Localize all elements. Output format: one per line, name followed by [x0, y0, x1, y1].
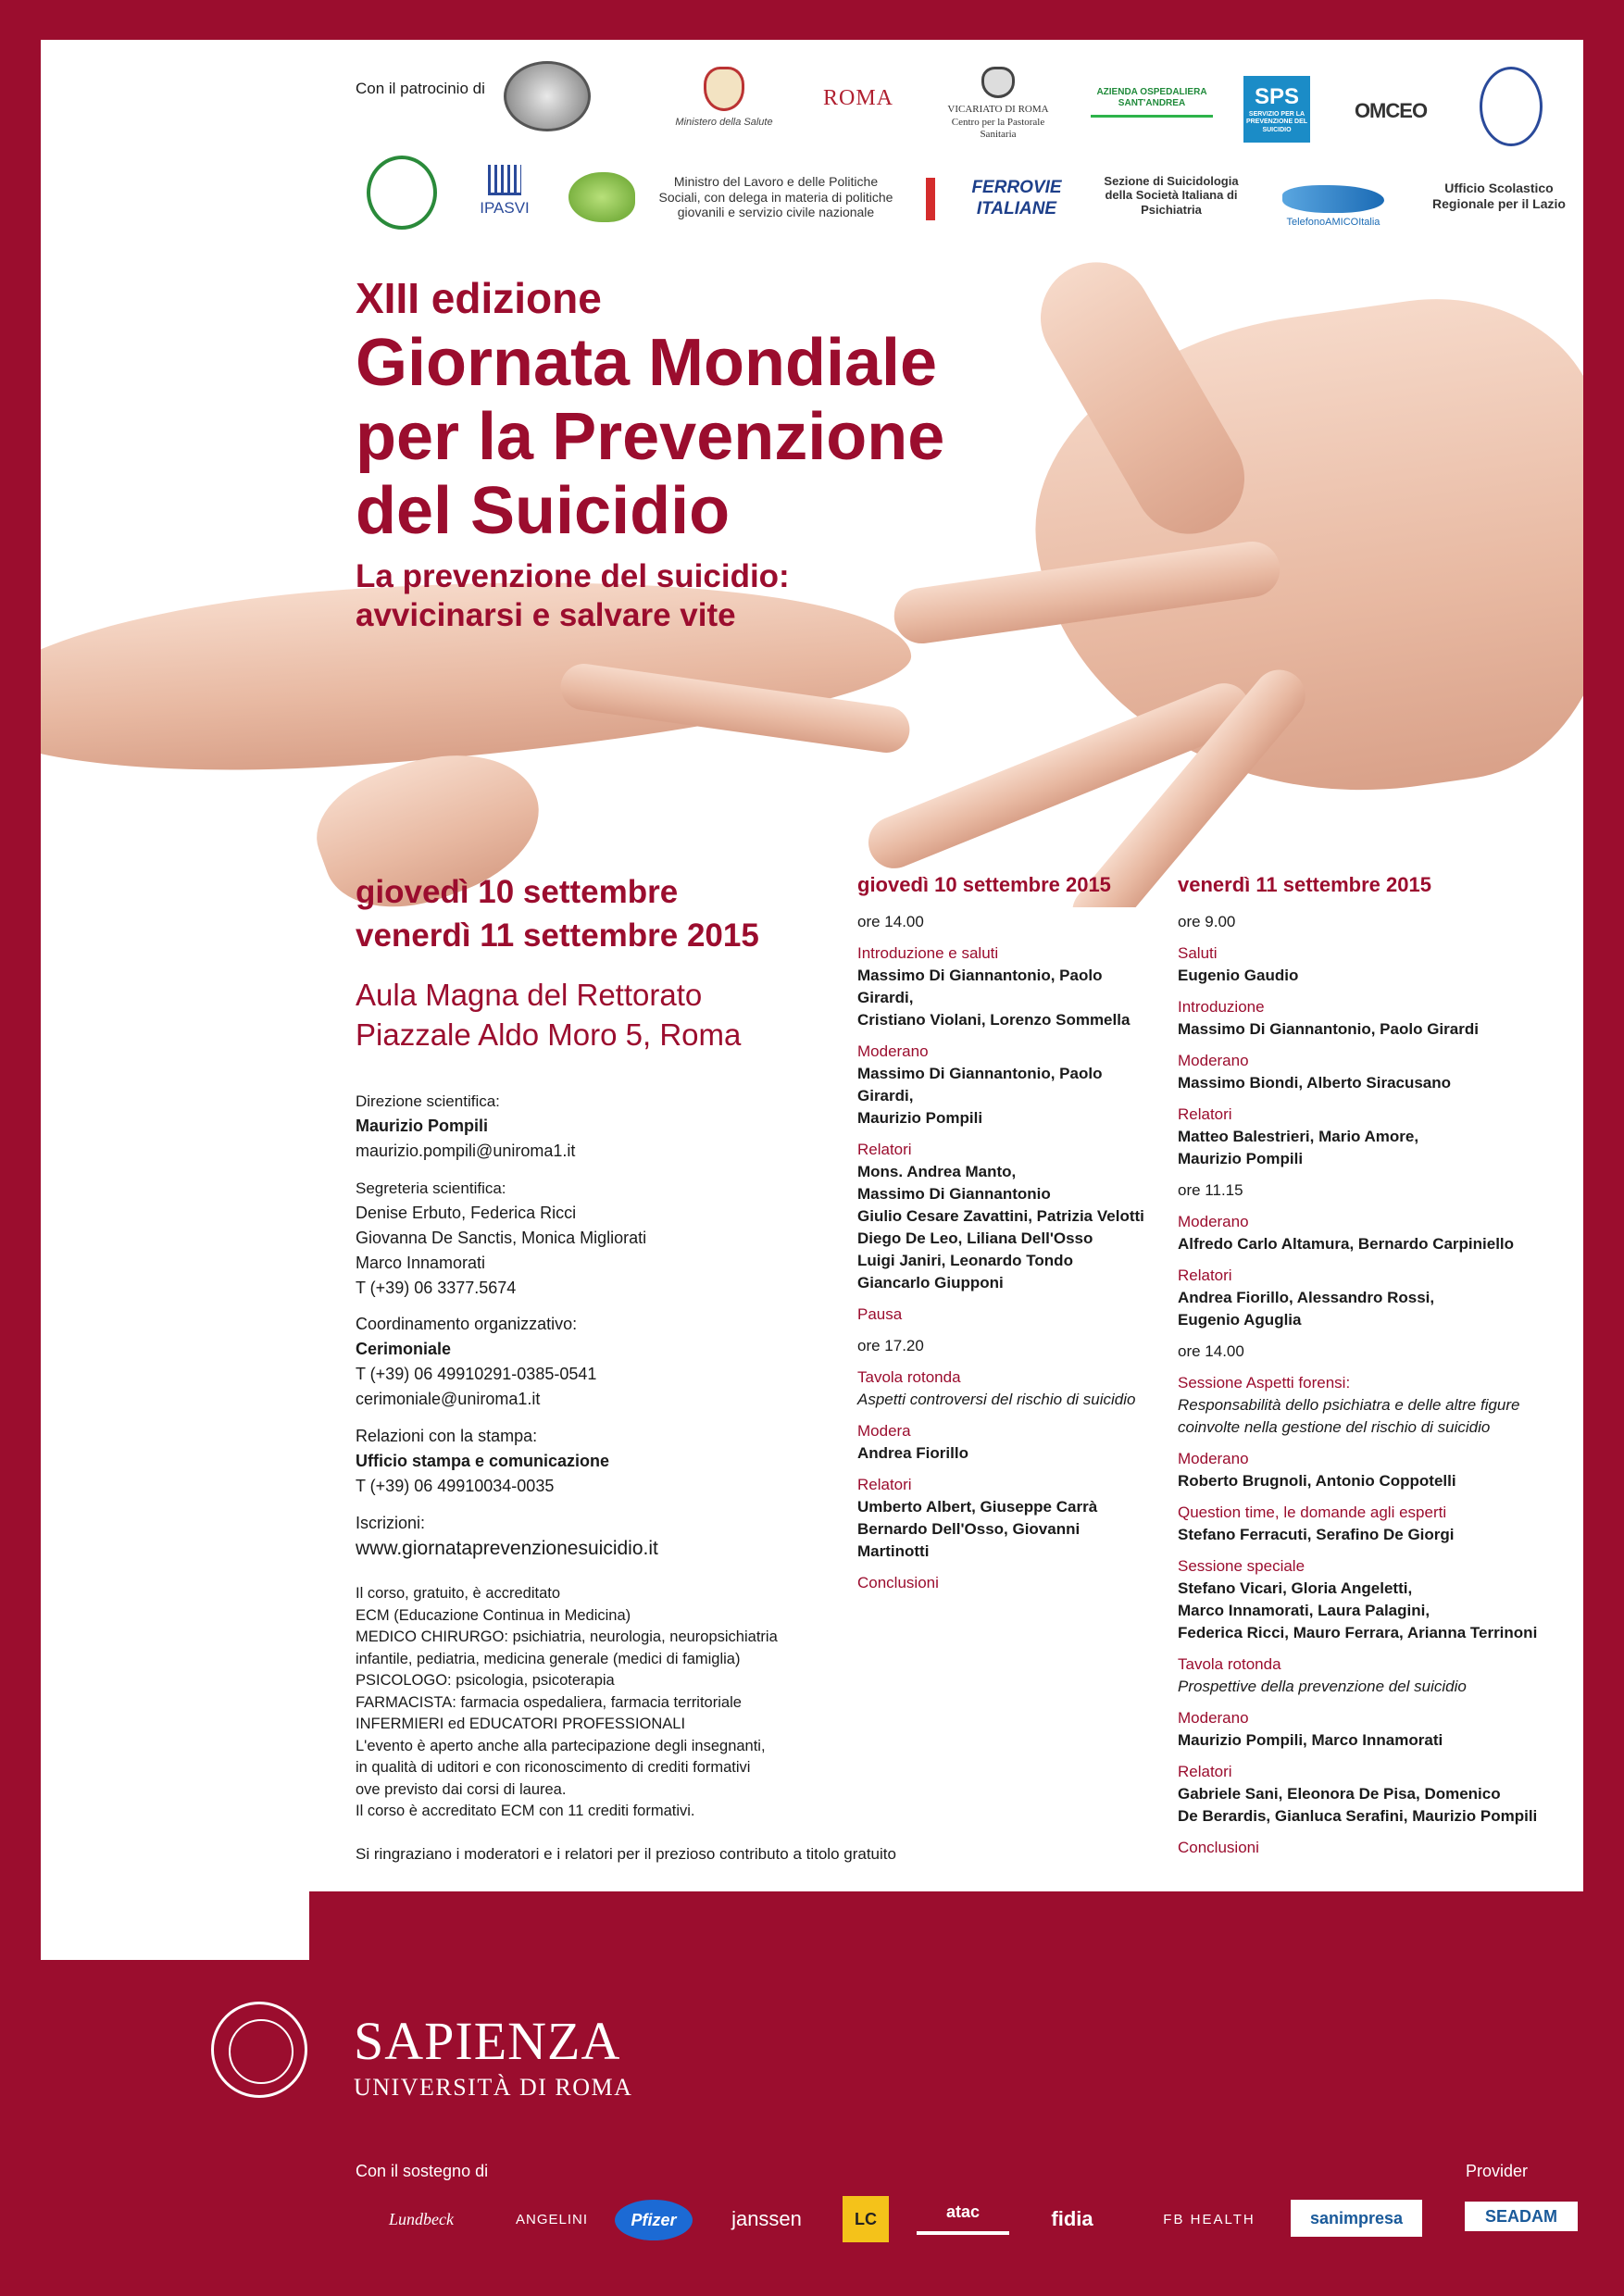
sponsor-angelini-logo: ANGELINI	[515, 2211, 589, 2227]
edition-title: XIII edizione	[356, 274, 602, 322]
program-names: Gabriele Sani, Eleonora De Pisa, Domenico	[1178, 1785, 1501, 1803]
program-names: Roberto Brugnoli, Antonio Coppotelli	[1178, 1472, 1456, 1490]
sezione-suicidologia-text: Sezione di Suicidologia della Società Italiana di Psichiatria	[1104, 173, 1239, 217]
segreteria-block: Segreteria scientifica: Denise Erbuto, Federica Ricci Giovanna De Sanctis, Monica Migliorati Marco Innamorati T (+39) 06 3377.5674	[356, 1179, 647, 1297]
program-names: Diego De Leo, Liliana Dell'Osso	[857, 1229, 1093, 1247]
sostegno-label: Con il sostegno di	[356, 2162, 489, 2180]
program-label: Moderano	[1178, 1052, 1249, 1069]
ecm-line: PSICOLOGO: psicologia, psicoterapia	[356, 1672, 615, 1689]
provider-label: Provider	[1466, 2162, 1529, 2180]
program-label: Moderano	[1178, 1709, 1249, 1727]
program-names: Marco Innamorati, Laura Palagini,	[1178, 1602, 1430, 1619]
ipasvi-logo: IPASVI	[472, 156, 537, 228]
program-label: Moderano	[1178, 1213, 1249, 1230]
program-names: Matteo Balestrieri, Mario Amore,	[1178, 1128, 1419, 1145]
ecm-line: INFERMIERI ed EDUCATORI PROFESSIONALI	[356, 1716, 686, 1732]
program-names: De Berardis, Gianluca Serafini, Maurizio Pompili	[1178, 1807, 1538, 1825]
day1-items	[857, 911, 1154, 1594]
sponsor-atac-logo: atac	[917, 2192, 1009, 2235]
sponsor-lc-logo: LC	[843, 2196, 889, 2242]
subtitle: La prevenzione del suicidio: avvicinarsi e salvare vite	[356, 558, 790, 633]
day2-heading: venerdì 11 settembre 2015	[1178, 873, 1431, 896]
coordinamento-block: Coordinamento organizzativo: Cerimoniale T (+39) 06 49910291-0385-0541 cerimoniale@uniroma1.it	[356, 1312, 596, 1412]
sponsor-janssen-logo: janssen	[731, 2207, 802, 2230]
program-label: Relatori	[1178, 1105, 1232, 1123]
sponsor-lundbeck-logo: Lundbeck	[389, 2209, 454, 2228]
ufficio-scolastico-emblem-icon	[1480, 67, 1543, 146]
iscrizioni-block: Iscrizioni: www.giornataprevenzionesuicidio.it	[356, 1514, 658, 1559]
sponsor-pfizer-logo: Pfizer	[615, 2200, 693, 2240]
program-names: Maurizio Pompili	[1178, 1150, 1304, 1167]
sponsor-fb-health-logo: FB HEALTH	[1163, 2211, 1255, 2227]
provider-seadam-logo: SEADAM	[1465, 2202, 1578, 2231]
program-label: Saluti	[1178, 944, 1218, 962]
day1-heading: giovedì 10 settembre 2015	[857, 873, 1111, 896]
telefono-amico-logo: TelefonoAMICOItalia	[1268, 181, 1398, 233]
program-names: Mons. Andrea Manto,	[857, 1163, 1017, 1180]
roma-logo: ROMA	[822, 85, 893, 110]
republic-emblem-icon	[704, 67, 744, 111]
sponsor-fidia-logo: fidia	[1051, 2207, 1093, 2230]
university-subtitle: UNIVERSITÀ DI ROMA	[354, 2074, 633, 2101]
azienda-sant-andrea-logo: AZIENDA OSPEDALIERA SANT'ANDREA	[1091, 81, 1213, 118]
ecm-info	[356, 1583, 837, 1823]
program-italic: Prospettive della prevenzione del suicidio	[1178, 1678, 1467, 1695]
panel-tail	[41, 1891, 309, 1960]
program-italic: coinvolte nella gestione del rischio di suicidio	[1178, 1418, 1491, 1436]
program-names: Giancarlo Giupponi	[857, 1274, 1004, 1292]
direzione-block: Direzione scientifica: Maurizio Pompili maurizio.pompili@uniroma1.it	[356, 1089, 575, 1164]
ecm-line: ECM (Educazione Continua in Medicina)	[356, 1606, 631, 1624]
program-label: Question time, le domande agli esperti	[1178, 1504, 1447, 1521]
papal-emblem-icon	[981, 67, 1015, 98]
ministero-salute-logo: Ministero della Salute	[668, 61, 780, 135]
program-names: Maurizio Pompili, Marco Innamorati	[1178, 1731, 1443, 1749]
cerimoniale-email[interactable]: cerimoniale@uniroma1.it	[356, 1390, 541, 1408]
wave-icon	[1282, 185, 1384, 213]
brain-logo-icon	[568, 172, 635, 222]
panel-notch	[309, 1891, 1583, 1960]
university-name: SAPIENZA	[354, 2011, 621, 2071]
ferrovie-logo: FERROVIE ITALIANE	[926, 178, 1091, 220]
program-time: ore 14.00	[857, 913, 924, 930]
program-names: Massimo Di Giannantonio, Paolo Girardi	[1178, 1020, 1479, 1038]
program-names: Eugenio Aguglia	[1178, 1311, 1302, 1329]
event-venue: Aula Magna del Rettorato Piazzale Aldo Moro 5, Roma	[356, 978, 742, 1052]
ecm-line: infantile, pediatria, medicina generale (medici di famiglia)	[356, 1650, 741, 1667]
presidency-seal-logo	[504, 61, 591, 131]
ministro-lavoro-text: Ministro del Lavoro e delle Politiche Sociali, con delega in materia di politiche giovanili e servizio civile nazionale	[658, 173, 893, 220]
program-italic: Aspetti controversi del rischio di suicidio	[857, 1391, 1136, 1408]
direzione-email[interactable]: maurizio.pompili@uniroma1.it	[356, 1142, 576, 1160]
program-label: Tavola rotonda	[1178, 1655, 1281, 1673]
ecm-line: MEDICO CHIRURGO: psichiatria, neurologia, neuropsichiatria	[356, 1628, 778, 1645]
program-label: Relatori	[1178, 1267, 1232, 1284]
main-title: Giornata Mondiale per la Prevenzione del Suicidio	[356, 326, 945, 548]
program-label: Moderano	[857, 1042, 929, 1060]
sps-logo: SPS SERVIZIO PER LA PREVENZIONE DEL SUICIDIO	[1243, 76, 1310, 143]
event-dates: giovedì 10 settembre venerdì 11 settembre 2015	[356, 874, 759, 954]
program-names: Massimo Di Giannantonio, Paolo Girardi,	[857, 1065, 1103, 1104]
program-label: Introduzione e saluti	[857, 944, 999, 962]
program-day1	[857, 874, 1154, 1594]
program-names: Alfredo Carlo Altamura, Bernardo Carpiniello	[1178, 1235, 1515, 1253]
program-label: Introduzione	[1178, 998, 1265, 1016]
program-names: Eugenio Gaudio	[1178, 967, 1299, 984]
program-names: Andrea Fiorillo	[857, 1444, 968, 1462]
program-names: Luigi Janiri, Leonardo Tondo	[857, 1252, 1073, 1269]
program-label: Moderano	[1178, 1450, 1249, 1467]
program-label: Sessione Aspetti forensi:	[1178, 1374, 1351, 1391]
program-names: Massimo Biondi, Alberto Siracusano	[1178, 1074, 1452, 1092]
program-names: Giulio Cesare Zavattini, Patrizia Velotti	[857, 1207, 1144, 1225]
program-names: Stefano Ferracuti, Serafino De Giorgi	[1178, 1526, 1455, 1543]
program-label: Relatori	[857, 1141, 912, 1158]
ecm-line: Il corso, gratuito, è accreditato	[356, 1585, 561, 1602]
program-label: Relatori	[1178, 1763, 1232, 1780]
ufficio-scolastico-text: Ufficio Scolastico Regionale per il Lazio	[1432, 181, 1566, 211]
program-day2	[1178, 874, 1548, 1859]
omceo-logo: OMCEO	[1354, 98, 1428, 122]
sapienza-seal-icon	[211, 2002, 307, 2098]
vicariato-logo: VICARIATO DI ROMA Centro per la Pastorale Sanitaria	[933, 67, 1063, 141]
program-names: Cristiano Violani, Lorenzo Sommella	[857, 1011, 1131, 1029]
seal-inner-ring	[229, 2019, 294, 2084]
psicologi-lazio-logo	[367, 156, 437, 230]
program-names: Maurizio Pompili	[857, 1109, 983, 1127]
program-label: Conclusioni	[1178, 1839, 1259, 1856]
stampa-block: Relazioni con la stampa: Ufficio stampa e comunicazione T (+39) 06 49910034-0035	[356, 1427, 610, 1495]
program-names: Federica Ricci, Mauro Ferrara, Arianna Terrinoni	[1178, 1624, 1538, 1641]
ecm-line: in qualità di uditori e con riconoscimento di crediti formativi	[356, 1759, 751, 1776]
day2-items	[1178, 911, 1548, 1859]
program-label: Tavola rotonda	[857, 1368, 961, 1386]
ecm-line: Il corso è accreditato ECM con 11 crediti formativi.	[356, 1803, 695, 1819]
program-names: Massimo Di Giannantonio	[857, 1185, 1051, 1203]
ecm-line: FARMACISTA: farmacia ospedaliera, farmacia territoriale	[356, 1693, 742, 1711]
program-label: Pausa	[857, 1305, 903, 1323]
ecm-line: L'evento è aperto anche alla partecipazione degli insegnanti,	[356, 1737, 766, 1754]
ipasvi-flame-icon	[488, 165, 521, 195]
program-names: Massimo Di Giannantonio, Paolo Girardi,	[857, 967, 1103, 1006]
program-label: Conclusioni	[857, 1574, 939, 1591]
program-names: Bernardo Dell'Osso, Giovanni Martinotti	[857, 1520, 1081, 1560]
program-italic: Responsabilità dello psichiatra e delle altre figure	[1178, 1396, 1520, 1414]
program-label: Modera	[857, 1422, 911, 1440]
patrocinio-label: Con il patrocinio di	[356, 80, 485, 97]
ecm-line: ove previsto dai corsi di laurea.	[356, 1780, 567, 1798]
program-names: Stefano Vicari, Gloria Angeletti,	[1178, 1579, 1413, 1597]
thanks-note: Si ringraziano i moderatori e i relatori per il prezioso contributo a titolo gratuito	[356, 1845, 896, 1863]
program-label: Sessione speciale	[1178, 1557, 1305, 1575]
program-time: ore 9.00	[1178, 913, 1236, 930]
program-names: Andrea Fiorillo, Alessandro Rossi,	[1178, 1289, 1435, 1306]
program-time: ore 17.20	[857, 1337, 924, 1354]
sponsor-sanimpresa-logo: sanimpresa	[1291, 2200, 1422, 2237]
program-time: ore 11.15	[1178, 1181, 1243, 1199]
iscrizioni-link[interactable]: www.giornataprevenzionesuicidio.it	[356, 1538, 658, 1559]
program-label: Relatori	[857, 1476, 912, 1493]
program-time: ore 14.00	[1178, 1342, 1244, 1360]
program-names: Umberto Albert, Giuseppe Carrà	[857, 1498, 1098, 1516]
